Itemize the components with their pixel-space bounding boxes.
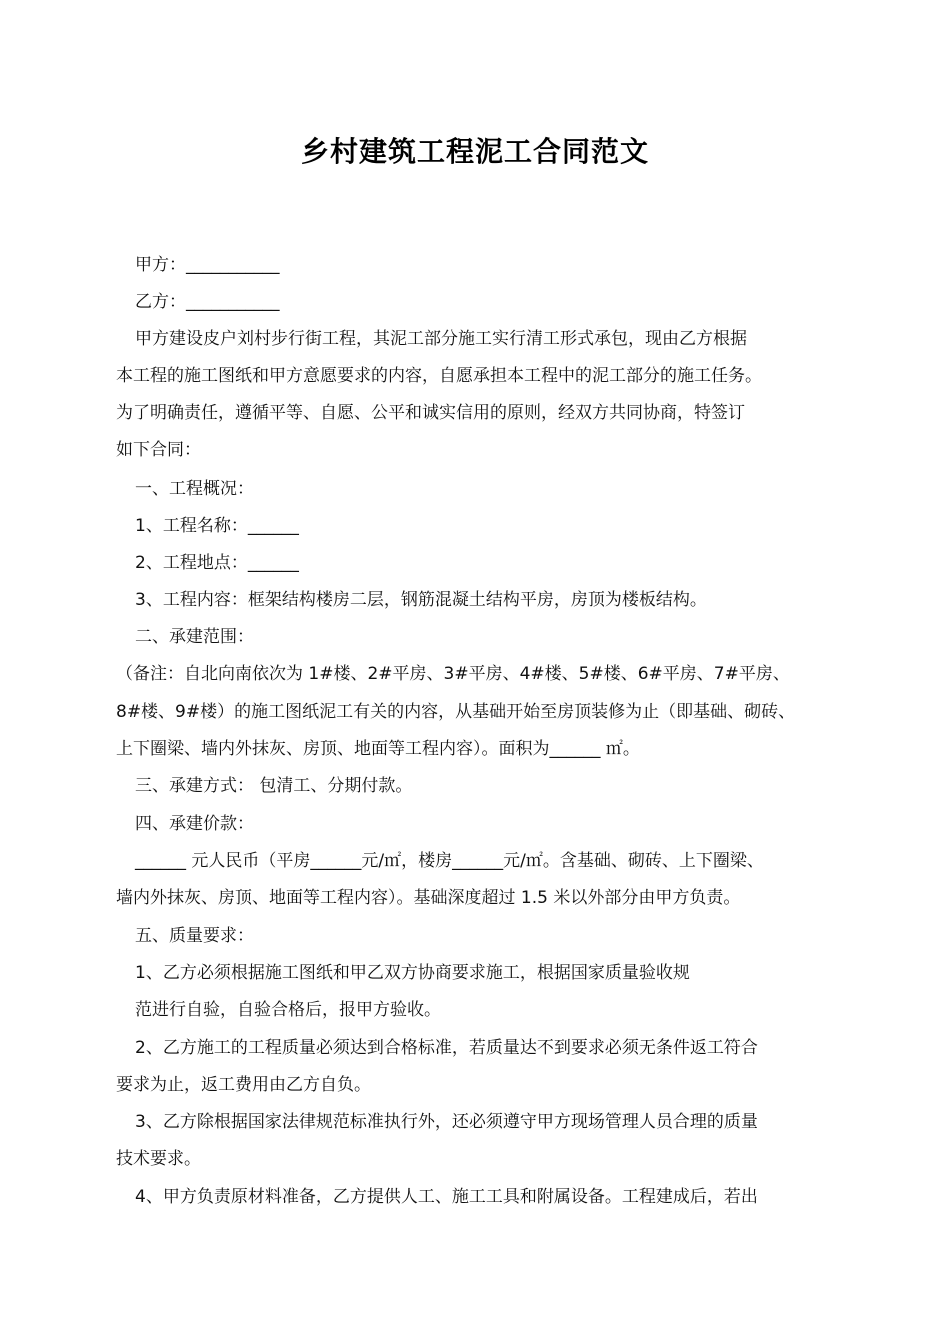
paragraph-line: 1、乙方必须根据施工图纸和甲乙双方协商要求施工，根据国家质量验收规 [135,963,690,983]
paragraph-line: （备注：自北向南依次为 1#楼、2#平房、3#平房、4#楼、5#楼、6#平房、7#平房、 [116,664,790,684]
paragraph-line: 8#楼、9#楼）的施工图纸泥工有关的内容，从基础开始至房顶装修为止（即基础、砌砖、 [116,702,796,722]
section-heading: 四、承建价款： [135,814,254,834]
paragraph-line: 3、工程内容：框架结构楼房二层，钢筋混凝土结构平房，房顶为楼板结构。 [135,590,707,610]
section-heading: 五、质量要求： [135,926,254,946]
paragraph-line: 1、工程名称：______ [135,516,299,536]
paragraph-line: 2、乙方施工的工程质量必须达到合格标准，若质量达不到要求必须无条件返工符合 [135,1038,758,1058]
document-title: 乡村建筑工程泥工合同范文 [300,135,649,168]
section-heading: 二、承建范围： [135,627,254,647]
section-heading: 一、工程概况： [135,479,254,499]
paragraph-line: 4、甲方负责原材料准备，乙方提供人工、施工工具和附属设备。工程建成后，若出 [135,1187,758,1207]
paragraph-line: 上下圈梁、墙内外抹灰、房顶、地面等工程内容）。面积为______ ㎡。 [116,739,640,759]
paragraph-line: 范进行自验，自验合格后，报甲方验收。 [135,1000,441,1020]
paragraph-line: 技术要求。 [116,1149,201,1169]
paragraph-line: ______ 元人民币（平房______元/㎡，楼房______元/㎡。含基础、砌砖、上下圈梁、 [135,851,764,871]
paragraph-line: 墙内外抹灰、房顶、地面等工程内容）。基础深度超过 1.5 米以外部分由甲方负责。 [116,888,741,908]
paragraph-line: 为了明确责任，遵循平等、自愿、公平和诚实信用的原则，经双方共同协商，特签订 [116,403,745,423]
paragraph-line: 甲方建设皮户刘村步行街工程，其泥工部分施工实行清工形式承包，现由乙方根据 [135,329,747,349]
party-a-line: 甲方：___________ [135,255,280,275]
paragraph-line: 本工程的施工图纸和甲方意愿要求的内容，自愿承担本工程中的泥工部分的施工任务。 [116,366,762,386]
section-heading: 三、承建方式： 包清工、分期付款。 [135,776,413,796]
paragraph-line: 要求为止，返工费用由乙方自负。 [116,1075,371,1095]
party-b-line: 乙方：___________ [135,292,280,312]
paragraph-line: 3、乙方除根据国家法律规范标准执行外，还必须遵守甲方现场管理人员合理的质量 [135,1112,758,1132]
paragraph-line: 2、工程地点：______ [135,553,299,573]
paragraph-line: 如下合同： [116,440,201,460]
